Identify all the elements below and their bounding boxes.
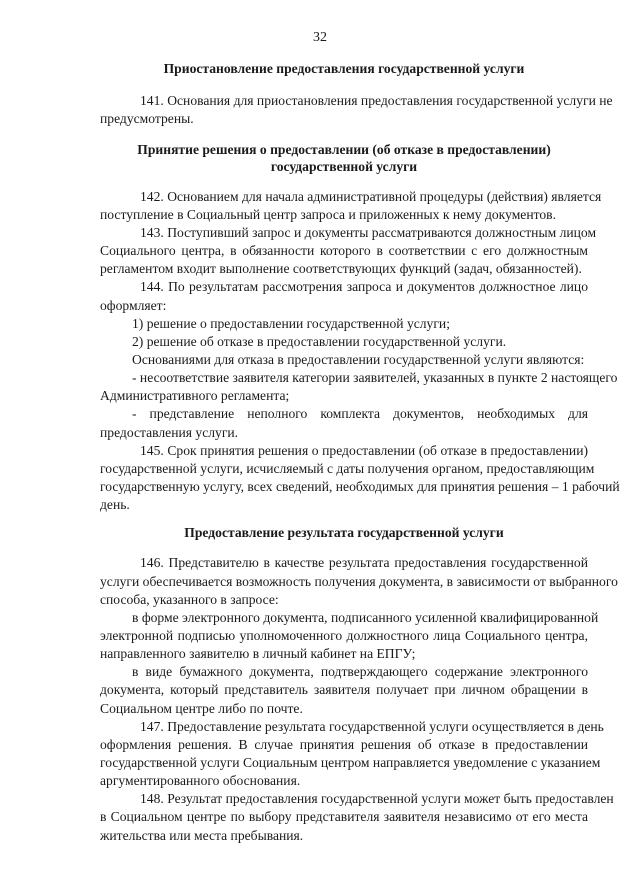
paragraph-line: 142. Основанием для начала административной процедуры (действия) является [140, 188, 602, 204]
page-number: 32 [313, 30, 327, 45]
paragraph-line: жительства или места пребывания. [100, 827, 304, 843]
paragraph-line: день. [100, 497, 130, 513]
paragraph-line: 147. Предоставление результата государственной услуги осуществляется в день [140, 718, 604, 734]
paragraph-line: оформляет: [100, 297, 167, 313]
paragraph-line: Социального центра, в обязанности которого в соответствии с его должностным [100, 243, 588, 259]
paragraph-line: поступление в Социальный центр запроса и приложенных к нему документов. [100, 206, 556, 222]
list-item: в форме электронного документа, подписанного усиленной квалифицированной [132, 609, 599, 625]
paragraph-line: государственной услуги, исчисляемый с даты получения органом, предоставляющим [100, 460, 595, 476]
paragraph-line: способа, указанного в запросе: [100, 591, 279, 607]
section-heading: Принятие решения о предоставлении (об отказе в предоставлении) [137, 141, 551, 157]
paragraph-line: 141. Основания для приостановления предоставления государственной услуги не [140, 93, 613, 109]
paragraph-line: 144. По результатам рассмотрения запроса и документов должностное лицо [140, 279, 588, 295]
paragraph-line: Административного регламента; [100, 388, 290, 404]
paragraph-line: услуги обеспечивается возможность получения документа, в зависимости от выбранного [100, 573, 618, 589]
paragraph-line: государственной услуги Социальным центром направляется уведомление с указанием [100, 754, 601, 770]
list-item: 2) решение об отказе в предоставлении государственной услуги. [132, 333, 507, 349]
paragraph-line: 145. Срок принятия решения о предоставлении (об отказе в предоставлении) [140, 442, 588, 458]
paragraph-line: оформления решения. В случае принятия решения об отказе в предоставлении [100, 736, 588, 752]
list-item: 1) решение о предоставлении государственной услуги; [132, 315, 450, 331]
paragraph-line: документа, который представитель заявителя получает при личном обращении в [100, 682, 588, 698]
section-heading: Предоставление результата государственной услуги [184, 524, 504, 540]
paragraph-line: аргументированного обоснования. [100, 773, 301, 789]
paragraph-line: 148. Результат предоставления государственной услуги может быть предоставлен [140, 791, 614, 807]
list-item: - несоответствие заявителя категории заявителей, указанных в пункте 2 настоящего [132, 370, 618, 386]
paragraph-line: в Социальном центре по выбору представителя заявителя независимо от его места [100, 809, 588, 825]
paragraph-line: предусмотрены. [100, 111, 194, 127]
section-heading: государственной услуги [270, 159, 418, 174]
paragraph-line: государственную услугу, всех сведений, необходимых для принятия решения – 1 рабочий [100, 478, 620, 494]
paragraph-line: электронной подписью уполномоченного должностного лица Социального центра, [100, 627, 588, 643]
paragraph-line: регламентом входит выполнение соответствующих функций (задач, обязанностей). [100, 261, 582, 277]
paragraph-line: предоставления услуги. [100, 424, 239, 440]
paragraph-line: 146. Представителю в качестве результата предоставления государственной [140, 555, 588, 571]
list-item: - представление неполного комплекта документов, необходимых для [132, 406, 588, 422]
section-heading: Приостановление предоставления государственной услуги [163, 60, 525, 76]
paragraph-line: направленного заявителю в личный кабинет на ЕПГУ; [100, 646, 416, 662]
paragraph-line: 143. Поступивший запрос и документы рассматриваются должностным лицом [140, 224, 597, 240]
list-item: в виде бумажного документа, подтверждающего содержание электронного [132, 664, 588, 680]
paragraph-line: Основаниями для отказа в предоставлении государственной услуги являются: [132, 351, 585, 367]
paragraph-line: Социальном центре либо по почте. [100, 700, 303, 716]
